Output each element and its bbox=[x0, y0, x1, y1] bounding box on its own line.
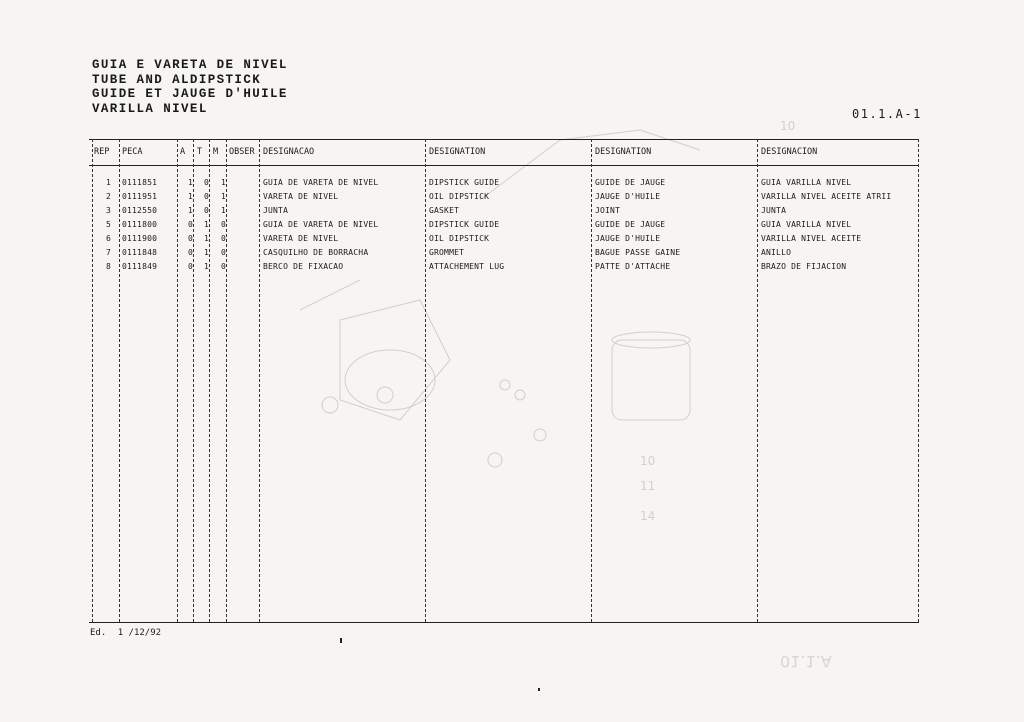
cell-a: 0 bbox=[188, 248, 194, 257]
cell-t: 1 bbox=[204, 248, 210, 257]
cell-m: 1 bbox=[221, 178, 227, 187]
cell-a: 0 bbox=[188, 220, 194, 229]
svg-text:01.1.A: 01.1.A bbox=[780, 652, 832, 671]
col-header-rep: REP bbox=[94, 147, 110, 157]
col-header-designacion: DESIGNACION bbox=[761, 147, 818, 157]
cell-t: 1 bbox=[204, 262, 210, 271]
cell-designacion: JUNTA bbox=[761, 206, 787, 215]
cell-designation-en: DIPSTICK GUIDE bbox=[429, 220, 500, 229]
col-header-designacao: DESIGNACAO bbox=[263, 147, 315, 157]
col-header-m: M bbox=[213, 147, 219, 157]
cell-designation-en: DIPSTICK GUIDE bbox=[429, 178, 500, 187]
cell-designation-fr: GUIDE DE JAUGE bbox=[595, 178, 666, 187]
cell-rep: 7 bbox=[105, 248, 111, 257]
cell-designacao: CASQUILHO DE BORRACHA bbox=[263, 248, 369, 257]
cell-peca: 0111849 bbox=[122, 262, 158, 271]
title-french: GUIDE ET JAUGE D'HUILE bbox=[92, 87, 288, 101]
cell-m: 0 bbox=[221, 262, 227, 271]
edition-note bbox=[90, 628, 167, 638]
cell-designation-en: OIL DIPSTICK bbox=[429, 234, 490, 243]
cell-a: 0 bbox=[188, 262, 194, 271]
cell-t: 0 bbox=[204, 192, 210, 201]
svg-text:14: 14 bbox=[640, 509, 656, 523]
cell-designation-fr: PATTE D'ATTACHE bbox=[595, 262, 671, 271]
cell-designation-fr: GUIDE DE JAUGE bbox=[595, 220, 666, 229]
cell-designacion: VARILLA NIVEL ACEITE bbox=[761, 234, 862, 243]
cell-designacao: GUIA DE VARETA DE NIVEL bbox=[263, 220, 379, 229]
cell-designation-en: ATTACHEMENT LUG bbox=[429, 262, 505, 271]
cell-rep: 2 bbox=[105, 192, 111, 201]
cell-t: 0 bbox=[204, 206, 210, 215]
cell-peca: 0111800 bbox=[122, 220, 158, 229]
document-title-block bbox=[92, 58, 288, 116]
cell-designation-en: OIL DIPSTICK bbox=[429, 192, 490, 201]
cell-m: 0 bbox=[221, 234, 227, 243]
col-header-t: T bbox=[197, 147, 203, 157]
cell-designacion: VARILLA NIVEL ACEITE ATRII bbox=[761, 192, 892, 201]
cell-designacao: VARETA DE NIVEL bbox=[263, 234, 339, 243]
cell-a: 1 bbox=[188, 178, 194, 187]
cell-designation-en: GROMMET bbox=[429, 248, 465, 257]
cell-m: 1 bbox=[221, 192, 227, 201]
cell-rep: 3 bbox=[105, 206, 111, 215]
edition-date: 1 /12/92 bbox=[117, 628, 162, 638]
col-header-a: A bbox=[180, 147, 186, 157]
col-header-designation-fr: DESIGNATION bbox=[595, 147, 652, 157]
cell-designation-fr: JAUGE D'HUILE bbox=[595, 234, 661, 243]
title-portuguese: GUIA E VARETA DE NIVEL bbox=[92, 58, 288, 72]
cell-designation-fr: BAGUE PASSE GAINE bbox=[595, 248, 681, 257]
cell-designacion: GUIA VARILLA NIVEL bbox=[761, 220, 852, 229]
title-english: TUBE AND ALDIPSTICK bbox=[92, 72, 262, 87]
cell-designacao: BERCO DE FIXACAO bbox=[263, 262, 344, 271]
cell-a: 1 bbox=[188, 206, 194, 215]
svg-text:10: 10 bbox=[640, 454, 656, 468]
col-header-peca: PECA bbox=[122, 147, 143, 157]
cell-rep: 6 bbox=[105, 234, 111, 243]
cell-designation-fr: JAUGE D'HUILE bbox=[595, 192, 661, 201]
parts-table bbox=[89, 139, 919, 622]
cell-peca: 0111951 bbox=[122, 192, 158, 201]
cell-t: 1 bbox=[204, 234, 210, 243]
col-header-designation-en: DESIGNATION bbox=[429, 147, 486, 157]
cell-designation-en: GASKET bbox=[429, 206, 460, 215]
cell-designacao: VARETA DE NIVEL bbox=[263, 192, 339, 201]
page-reference-code: 01.1.A-1 bbox=[852, 107, 922, 121]
cell-designacion: ANILLO bbox=[761, 248, 792, 257]
title-spanish: VARILLA NIVEL bbox=[92, 101, 208, 116]
cell-peca: 0112550 bbox=[122, 206, 158, 215]
cell-m: 0 bbox=[221, 220, 227, 229]
cell-a: 1 bbox=[188, 192, 194, 201]
scan-speck bbox=[340, 638, 342, 643]
edition-label: Ed. bbox=[90, 628, 107, 638]
cell-designation-fr: JOINT bbox=[595, 206, 621, 215]
cell-designacao: GUIA DE VARETA DE NIVEL bbox=[263, 178, 379, 187]
cell-peca: 0111848 bbox=[122, 248, 158, 257]
cell-m: 0 bbox=[221, 248, 227, 257]
cell-peca: 0111851 bbox=[122, 178, 158, 187]
cell-rep: 1 bbox=[105, 178, 111, 187]
cell-designacion: GUIA VARILLA NIVEL bbox=[761, 178, 852, 187]
svg-text:10: 10 bbox=[780, 119, 796, 133]
cell-m: 1 bbox=[221, 206, 227, 215]
cell-designacao: JUNTA bbox=[263, 206, 289, 215]
cell-designacion: BRAZO DE FIJACION bbox=[761, 262, 847, 271]
cell-a: 0 bbox=[188, 234, 194, 243]
col-header-obser: OBSER bbox=[229, 147, 255, 157]
cell-rep: 8 bbox=[105, 262, 111, 271]
scan-speck bbox=[538, 688, 540, 691]
cell-rep: 5 bbox=[105, 220, 111, 229]
cell-peca: 0111900 bbox=[122, 234, 158, 243]
svg-text:11: 11 bbox=[640, 479, 656, 493]
cell-t: 0 bbox=[204, 178, 210, 187]
cell-t: 1 bbox=[204, 220, 210, 229]
